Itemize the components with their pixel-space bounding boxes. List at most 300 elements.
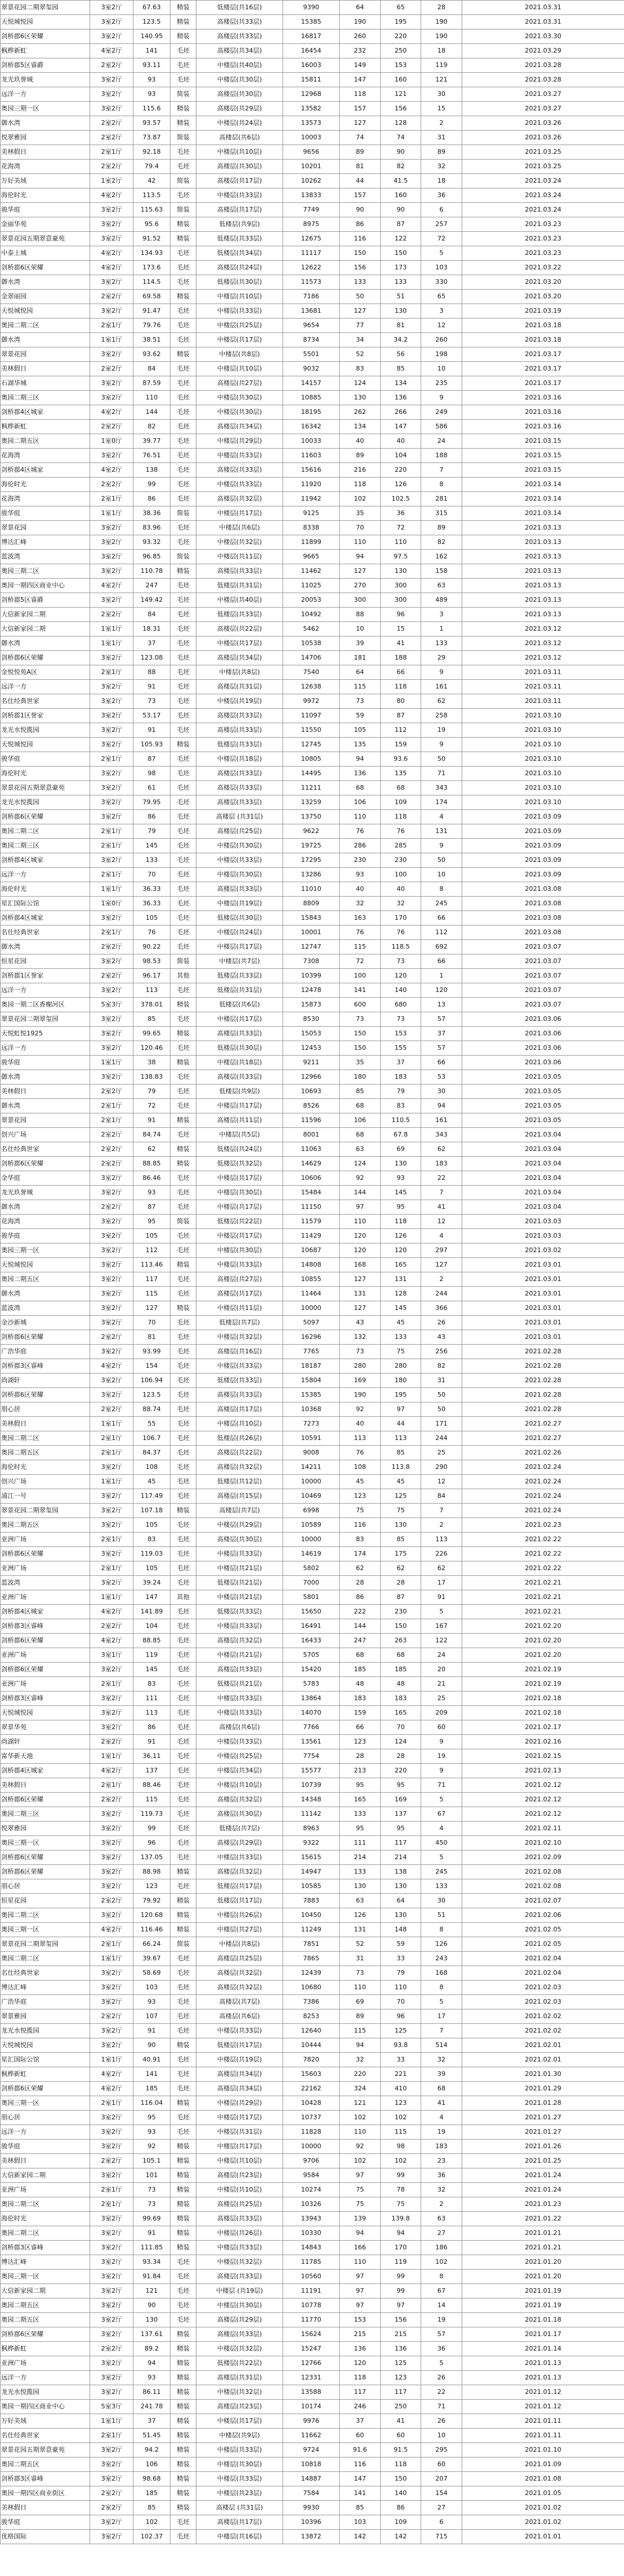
decoration-cell: 精装 xyxy=(170,2356,196,2371)
deal-date-cell: 2021.03.17 xyxy=(462,362,624,376)
area-cell: 51.45 xyxy=(133,2429,170,2443)
area-cell: 154 xyxy=(133,1359,170,1374)
deal-date-cell: 2021.03.29 xyxy=(462,44,624,58)
deal-price-cell: 141 xyxy=(340,2486,381,2501)
layout-cell: 3室2厅 xyxy=(90,1388,133,1402)
community-name-cell: 龙光水悦揽园 xyxy=(1,2024,90,2038)
deal-price-cell: 85 xyxy=(340,1085,381,1099)
layout-cell: 3室2厅 xyxy=(90,535,133,550)
deal-date-cell: 2021.03.05 xyxy=(462,1113,624,1128)
listing-price-cell: 139.8 xyxy=(381,2212,421,2226)
layout-cell: 2室2厅 xyxy=(90,420,133,434)
table-row xyxy=(1,434,624,449)
listing-price-cell: 76 xyxy=(381,824,421,839)
table-row xyxy=(1,29,624,44)
table-row xyxy=(1,1142,624,1157)
floor-cell: 中楼层(共33层) xyxy=(196,1619,283,1634)
floor-cell: 高楼层(共33层) xyxy=(196,709,283,723)
decoration-cell: 精装 xyxy=(170,738,196,752)
unit-price-cell: 8253 xyxy=(283,2009,340,2024)
community-name-cell: 剑桥郡6区荣耀 xyxy=(1,1850,90,1865)
decoration-cell: 毛坯 xyxy=(170,983,196,998)
area-cell: 91 xyxy=(133,2024,170,2038)
floor-cell: 高楼层(共30层) xyxy=(196,160,283,174)
decoration-cell: 毛坯 xyxy=(170,2053,196,2067)
community-name-cell: 御水湾 xyxy=(1,275,90,290)
floor-cell: 高楼层(共33层) xyxy=(196,1388,283,1402)
deal-date-cell: 2021.03.17 xyxy=(462,376,624,391)
area-cell: 98.53 xyxy=(133,954,170,969)
layout-cell: 2室1厅 xyxy=(90,868,133,882)
layout-cell: 3室2厅 xyxy=(90,2472,133,2486)
community-name-cell: 骏华庭 xyxy=(1,506,90,521)
deal-date-cell: 2021.03.13 xyxy=(462,535,624,550)
deal-date-cell: 2021.02.05 xyxy=(462,1923,624,1937)
deal-price-cell: 117 xyxy=(340,2385,381,2400)
community-name-cell: 大信新家园二期 xyxy=(1,608,90,622)
decoration-cell: 毛坯 xyxy=(170,362,196,376)
layout-cell: 2室1厅 xyxy=(90,824,133,839)
deal-price-cell: 127 xyxy=(340,564,381,579)
deal-date-cell: 2021.03.07 xyxy=(462,983,624,998)
deal-date-cell: 2021.03.13 xyxy=(462,564,624,579)
deal-price-cell: 147 xyxy=(340,73,381,87)
deal-date-cell: 2021.01.17 xyxy=(462,2327,624,2342)
community-name-cell: 创兴广场 xyxy=(1,1475,90,1489)
deal-date-cell: 2021.01.19 xyxy=(462,2299,624,2313)
decoration-cell: 毛坯 xyxy=(170,665,196,680)
days-on-market-cell: 154 xyxy=(421,2486,462,2501)
table-row xyxy=(1,1359,624,1374)
listing-price-cell: 110.5 xyxy=(381,1113,421,1128)
floor-cell: 中楼层(共25层) xyxy=(196,1749,283,1764)
layout-cell: 3室2厅 xyxy=(90,1576,133,1590)
decoration-cell: 精装 xyxy=(170,1908,196,1923)
deal-date-cell: 2021.03.11 xyxy=(462,680,624,694)
days-on-market-cell: 89 xyxy=(421,521,462,535)
community-name-cell: 远洋一方 xyxy=(1,2371,90,2385)
layout-cell: 3室2厅 xyxy=(90,15,133,29)
unit-price-cell: 15873 xyxy=(283,998,340,1012)
community-name-cell: 龙光水悦揽园 xyxy=(1,723,90,738)
deal-date-cell: 2021.02.21 xyxy=(462,1605,624,1619)
layout-cell: 4室2厅 xyxy=(90,1605,133,1619)
days-on-market-cell: 23 xyxy=(421,2154,462,2168)
floor-cell: 低楼层(共9层) xyxy=(196,217,283,232)
unit-price-cell: 7000 xyxy=(283,1576,340,1590)
layout-cell: 2室2厅 xyxy=(90,1128,133,1142)
area-cell: 39.67 xyxy=(133,1952,170,1966)
floor-cell: 高楼层(共33层) xyxy=(196,29,283,44)
deal-price-cell: 132 xyxy=(340,1330,381,1345)
unit-price-cell: 7766 xyxy=(283,1720,340,1735)
floor-cell: 中楼层(共10层) xyxy=(196,1778,283,1793)
table-row xyxy=(1,1533,624,1547)
community-name-cell: 奥园二期二区 xyxy=(1,1908,90,1923)
deal-date-cell: 2021.02.15 xyxy=(462,1749,624,1764)
table-row xyxy=(1,2515,624,2530)
decoration-cell: 毛坯 xyxy=(170,1200,196,1215)
listing-price-cell: 104 xyxy=(381,449,421,463)
area-cell: 137.05 xyxy=(133,1850,170,1865)
days-on-market-cell: 4 xyxy=(421,2111,462,2125)
decoration-cell: 精装 xyxy=(170,347,196,362)
community-name-cell: 剑桥郡3区睿峰 xyxy=(1,2472,90,2486)
layout-cell: 3室2厅 xyxy=(90,87,133,102)
layout-cell: 3室2厅 xyxy=(90,1287,133,1301)
area-cell: 145 xyxy=(133,839,170,853)
listing-price-cell: 59 xyxy=(381,1937,421,1952)
layout-cell: 1室1厅 xyxy=(90,1417,133,1431)
deal-date-cell: 2021.03.10 xyxy=(462,723,624,738)
days-on-market-cell: 12 xyxy=(421,1215,462,1229)
unit-price-cell: 10000 xyxy=(283,1301,340,1316)
table-row xyxy=(1,2154,624,2168)
community-name-cell: 名仕经典世家 xyxy=(1,2429,90,2443)
deal-price-cell: 168 xyxy=(340,1258,381,1272)
area-cell: 119 xyxy=(133,1648,170,1663)
floor-cell: 中楼层(共33层) xyxy=(196,1735,283,1749)
layout-cell: 3室2厅 xyxy=(90,1879,133,1894)
area-cell: 104 xyxy=(133,1619,170,1634)
deal-date-cell: 2021.03.22 xyxy=(462,261,624,275)
area-cell: 94 xyxy=(133,2356,170,2371)
days-on-market-cell: 15 xyxy=(421,102,462,116)
days-on-market-cell: 20 xyxy=(421,1663,462,1677)
unit-price-cell: 20053 xyxy=(283,593,340,608)
unit-price-cell: 10778 xyxy=(283,2299,340,2313)
listing-price-cell: 130 xyxy=(381,1908,421,1923)
unit-price-cell: 7308 xyxy=(283,954,340,969)
unit-price-cell: 12331 xyxy=(283,2371,340,2385)
table-row xyxy=(1,1215,624,1229)
decoration-cell: 毛坯 xyxy=(170,882,196,897)
unit-price-cell: 11464 xyxy=(283,1287,340,1301)
deal-price-cell: 324 xyxy=(340,2082,381,2096)
layout-cell: 3室2厅 xyxy=(90,2443,133,2457)
decoration-cell: 毛坯 xyxy=(170,752,196,767)
decoration-cell: 毛坯 xyxy=(170,463,196,478)
deal-price-cell: 73 xyxy=(340,1345,381,1359)
decoration-cell: 毛坯 xyxy=(170,1417,196,1431)
deal-price-cell: 139 xyxy=(340,2212,381,2226)
decoration-cell: 精装 xyxy=(170,1504,196,1518)
days-on-market-cell: 158 xyxy=(421,564,462,579)
unit-price-cell: 11462 xyxy=(283,564,340,579)
deal-price-cell: 81 xyxy=(340,160,381,174)
area-cell: 38.51 xyxy=(133,333,170,347)
listing-price-cell: 72 xyxy=(381,521,421,535)
unit-price-cell: 5802 xyxy=(283,1561,340,1576)
community-name-cell: 博达汇峰 xyxy=(1,1981,90,1995)
area-cell: 115 xyxy=(133,1287,170,1301)
table-row xyxy=(1,636,624,651)
unit-price-cell: 11550 xyxy=(283,723,340,738)
days-on-market-cell: 290 xyxy=(421,1460,462,1475)
floor-cell: 低楼层(共33层) xyxy=(196,1605,283,1619)
decoration-cell: 精装 xyxy=(170,1894,196,1908)
table-row xyxy=(1,2414,624,2429)
table-row xyxy=(1,304,624,319)
deal-date-cell: 2021.03.04 xyxy=(462,1128,624,1142)
days-on-market-cell: 4 xyxy=(421,1229,462,1243)
community-name-cell: 剑桥郡1区誉家 xyxy=(1,969,90,983)
area-cell: 79 xyxy=(133,1085,170,1099)
table-row xyxy=(1,2140,624,2154)
unit-price-cell: 10033 xyxy=(283,434,340,449)
deal-price-cell: 83 xyxy=(340,1533,381,1547)
floor-cell: 中楼层(共8层) xyxy=(196,665,283,680)
decoration-cell: 毛坯 xyxy=(170,535,196,550)
decoration-cell: 毛坯 xyxy=(170,694,196,709)
decoration-cell: 精装 xyxy=(170,2472,196,2486)
deal-price-cell: 94 xyxy=(340,550,381,564)
decoration-cell: 毛坯 xyxy=(170,1807,196,1822)
decoration-cell: 精装 xyxy=(170,564,196,579)
layout-cell: 3室2厅 xyxy=(90,2313,133,2327)
table-row xyxy=(1,1749,624,1764)
days-on-market-cell: 22 xyxy=(421,2385,462,2400)
deal-date-cell: 2021.02.17 xyxy=(462,1720,624,1735)
layout-cell: 3室2厅 xyxy=(90,1547,133,1561)
deal-date-cell: 2021.03.11 xyxy=(462,694,624,709)
deal-date-cell: 2021.03.31 xyxy=(462,1,624,15)
area-cell: 87.59 xyxy=(133,376,170,391)
area-cell: 79.76 xyxy=(133,319,170,333)
decoration-cell: 精装 xyxy=(170,2371,196,2385)
area-cell: 93.99 xyxy=(133,1345,170,1359)
unit-price-cell: 10591 xyxy=(283,1431,340,1446)
listing-price-cell: 93.8 xyxy=(381,2038,421,2053)
table-row xyxy=(1,2241,624,2255)
listing-price-cell: 75 xyxy=(381,1345,421,1359)
deal-price-cell: 97 xyxy=(340,2284,381,2299)
table-row xyxy=(1,579,624,593)
days-on-market-cell: 186 xyxy=(421,2241,462,2255)
decoration-cell: 毛坯 xyxy=(170,1850,196,1865)
decoration-cell: 毛坯 xyxy=(170,44,196,58)
deal-price-cell: 165 xyxy=(340,1793,381,1807)
community-name-cell: 名仕经典世家 xyxy=(1,1966,90,1981)
unit-price-cell: 5783 xyxy=(283,1677,340,1692)
unit-price-cell: 11596 xyxy=(283,1113,340,1128)
table-row xyxy=(1,911,624,926)
listing-price-cell: 37 xyxy=(381,1056,421,1070)
unit-price-cell: 15577 xyxy=(283,1764,340,1778)
floor-cell: 高楼层(共33层) xyxy=(196,463,283,478)
unit-price-cell: 11785 xyxy=(283,2255,340,2270)
listing-price-cell: 155 xyxy=(381,1041,421,1056)
layout-cell: 2室1厅 xyxy=(90,1937,133,1952)
unit-price-cell: 10739 xyxy=(283,1778,340,1793)
area-cell: 113.46 xyxy=(133,1258,170,1272)
table-row xyxy=(1,58,624,73)
listing-price-cell: 285 xyxy=(381,839,421,853)
days-on-market-cell: 18 xyxy=(421,44,462,58)
deal-date-cell: 2021.03.13 xyxy=(462,579,624,593)
deal-price-cell: 190 xyxy=(340,15,381,29)
listing-price-cell: 230 xyxy=(381,1605,421,1619)
listing-price-cell: 70 xyxy=(381,1995,421,2009)
layout-cell: 3室2厅 xyxy=(90,1807,133,1822)
area-cell: 90 xyxy=(133,2299,170,2313)
area-cell: 81 xyxy=(133,1330,170,1345)
table-row xyxy=(1,535,624,550)
deal-price-cell: 95 xyxy=(340,1778,381,1793)
listing-price-cell: 96 xyxy=(381,2009,421,2024)
floor-cell: 中楼层(共18层) xyxy=(196,752,283,767)
decoration-cell: 精装 xyxy=(170,2429,196,2443)
listing-price-cell: 410 xyxy=(381,2082,421,2096)
deal-date-cell: 2021.03.11 xyxy=(462,665,624,680)
deal-price-cell: 97 xyxy=(340,1200,381,1215)
deal-price-cell: 92 xyxy=(340,1171,381,1186)
floor-cell: 中楼层(共16层) xyxy=(196,2530,283,2544)
community-name-cell: 剑桥郡1区誉家 xyxy=(1,709,90,723)
days-on-market-cell: 41 xyxy=(421,2096,462,2111)
decoration-cell: 精装 xyxy=(170,2140,196,2154)
listing-price-cell: 220 xyxy=(381,463,421,478)
area-cell: 86 xyxy=(133,1720,170,1735)
floor-cell: 高楼层(共34层) xyxy=(196,44,283,58)
layout-cell: 2室2厅 xyxy=(90,160,133,174)
layout-cell: 2室1厅 xyxy=(90,1446,133,1460)
unit-price-cell: 14629 xyxy=(283,1157,340,1171)
table-row xyxy=(1,1634,624,1648)
area-cell: 36.33 xyxy=(133,897,170,911)
area-cell: 86 xyxy=(133,810,170,824)
community-name-cell: 美林假日 xyxy=(1,1417,90,1431)
decoration-cell: 毛坯 xyxy=(170,333,196,347)
listing-price-cell: 185 xyxy=(381,1663,421,1677)
floor-cell: 中楼层(共29层) xyxy=(196,434,283,449)
floor-cell: 低楼层(共30层) xyxy=(196,275,283,290)
deal-date-cell: 2021.03.06 xyxy=(462,1041,624,1056)
deal-date-cell: 2021.03.03 xyxy=(462,1229,624,1243)
deal-date-cell: 2021.02.21 xyxy=(462,1590,624,1605)
days-on-market-cell: 226 xyxy=(421,1547,462,1561)
layout-cell: 3室2厅 xyxy=(90,1186,133,1200)
floor-cell: 高楼层(共34层) xyxy=(196,651,283,665)
decoration-cell: 毛坯 xyxy=(170,2313,196,2327)
decoration-cell: 毛坯 xyxy=(170,275,196,290)
area-cell: 93 xyxy=(133,2125,170,2140)
deal-date-cell: 2021.01.20 xyxy=(462,2255,624,2270)
days-on-market-cell: 235 xyxy=(421,376,462,391)
deal-price-cell: 262 xyxy=(340,405,381,420)
deal-price-cell: 286 xyxy=(340,839,381,853)
table-row xyxy=(1,15,624,29)
deal-date-cell: 2021.02.16 xyxy=(462,1735,624,1749)
decoration-cell: 毛坯 xyxy=(170,420,196,434)
community-name-cell: 奥园二期五区 xyxy=(1,1272,90,1287)
table-row xyxy=(1,1085,624,1099)
table-row xyxy=(1,2443,624,2457)
community-name-cell: 奥园二期五区 xyxy=(1,2457,90,2472)
table-row xyxy=(1,478,624,492)
layout-cell: 4室2厅 xyxy=(90,2082,133,2096)
layout-cell: 3室2厅 xyxy=(90,593,133,608)
table-row xyxy=(1,1764,624,1778)
decoration-cell: 精装 xyxy=(170,2154,196,2168)
listing-price-cell: 250 xyxy=(381,2400,421,2414)
table-row xyxy=(1,1345,624,1359)
area-cell: 36.11 xyxy=(133,1749,170,1764)
unit-price-cell: 10001 xyxy=(283,926,340,940)
floor-cell: 高楼层(共32层) xyxy=(196,1865,283,1879)
decoration-cell: 毛坯 xyxy=(170,434,196,449)
community-name-cell: 博达汇峰 xyxy=(1,535,90,550)
deal-date-cell: 2021.02.26 xyxy=(462,1446,624,1460)
deal-price-cell: 126 xyxy=(340,1908,381,1923)
floor-cell: 高楼层(共22层) xyxy=(196,622,283,636)
deal-date-cell: 2021.03.01 xyxy=(462,1301,624,1316)
deal-price-cell: 35 xyxy=(340,1056,381,1070)
deal-date-cell: 2021.03.26 xyxy=(462,116,624,131)
listing-price-cell: 153 xyxy=(381,1027,421,1041)
decoration-cell: 毛坯 xyxy=(170,1402,196,1417)
layout-cell: 3室2厅 xyxy=(90,29,133,44)
listing-price-cell: 121 xyxy=(381,87,421,102)
decoration-cell: 毛坯 xyxy=(170,1619,196,1634)
unit-price-cell: 11010 xyxy=(283,882,340,897)
community-name-cell: 奥园二期二区 xyxy=(1,1431,90,1446)
layout-cell: 3室2厅 xyxy=(90,2024,133,2038)
days-on-market-cell: 36 xyxy=(421,2342,462,2356)
deal-price-cell: 150 xyxy=(340,1027,381,1041)
listing-price-cell: 169 xyxy=(381,1793,421,1807)
floor-cell: 高楼层(共33层) xyxy=(196,2327,283,2342)
floor-cell: 低楼层(共22层) xyxy=(196,1215,283,1229)
days-on-market-cell: 5 xyxy=(421,1605,462,1619)
area-cell: 73 xyxy=(133,2197,170,2212)
floor-cell: 低楼层(共22层) xyxy=(196,2356,283,2371)
unit-price-cell: 9622 xyxy=(283,824,340,839)
community-name-cell: 翠景花园 xyxy=(1,347,90,362)
layout-cell: 3室2厅 xyxy=(90,347,133,362)
days-on-market-cell: 65 xyxy=(421,290,462,304)
decoration-cell: 毛坯 xyxy=(170,1735,196,1749)
community-name-cell: 奥园二期五区 xyxy=(1,1518,90,1533)
unit-price-cell: 13943 xyxy=(283,2212,340,2226)
deal-price-cell: 131 xyxy=(340,1287,381,1301)
unit-price-cell: 15053 xyxy=(283,1027,340,1041)
floor-cell: 高楼层(共29层) xyxy=(196,2313,283,2327)
area-cell: 102 xyxy=(133,2515,170,2530)
unit-price-cell: 7273 xyxy=(283,1417,340,1431)
layout-cell: 2室1厅 xyxy=(90,1431,133,1446)
unit-price-cell: 12478 xyxy=(283,983,340,998)
table-row xyxy=(1,853,624,868)
floor-cell: 中楼层(共33层) xyxy=(196,1692,283,1706)
layout-cell: 3室2厅 xyxy=(90,1822,133,1836)
floor-cell: 中楼层(共33层) xyxy=(196,1850,283,1865)
area-cell: 88.98 xyxy=(133,1865,170,1879)
deal-date-cell: 2021.02.22 xyxy=(462,1533,624,1547)
unit-price-cell: 10428 xyxy=(283,2096,340,2111)
deal-price-cell: 123 xyxy=(340,1735,381,1749)
community-name-cell: 奥园三期一区 xyxy=(1,1923,90,1937)
area-cell: 95.6 xyxy=(133,217,170,232)
floor-cell: 中楼层(共33层) xyxy=(196,188,283,203)
layout-cell: 3室2厅 xyxy=(90,304,133,319)
community-name-cell: 奥园二期五区 xyxy=(1,2313,90,2327)
community-name-cell: 天悦城悦园 xyxy=(1,738,90,752)
deal-price-cell: 64 xyxy=(340,1,381,15)
table-row xyxy=(1,1894,624,1908)
days-on-market-cell: 5 xyxy=(421,246,462,261)
layout-cell: 3室2厅 xyxy=(90,1041,133,1056)
